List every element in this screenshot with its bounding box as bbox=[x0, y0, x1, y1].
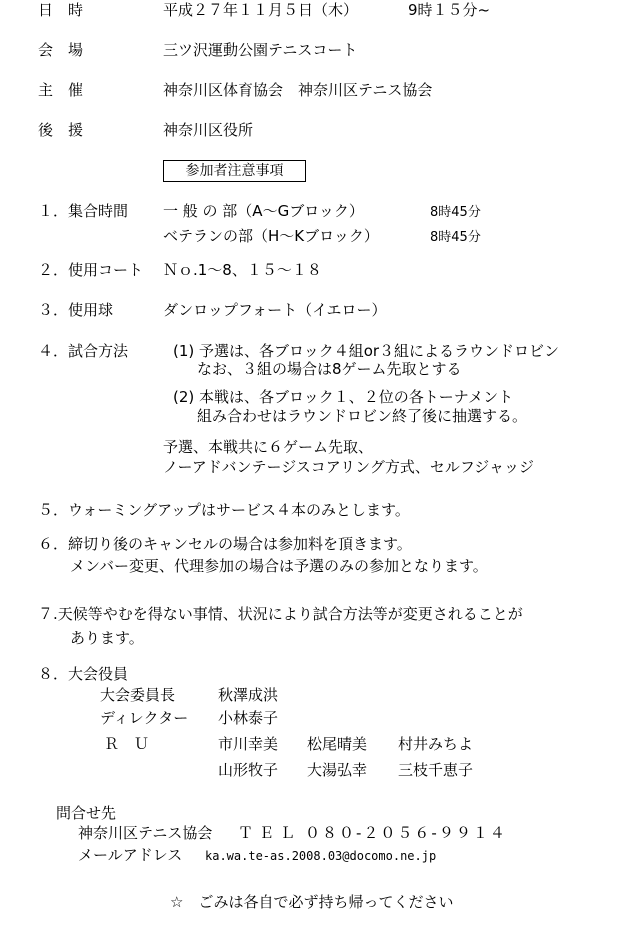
officer-ru-5: 大湯弘幸 bbox=[307, 761, 368, 779]
item1-general: 一 般 の 部（A～Gブロック） bbox=[163, 202, 364, 220]
item4-common1: 予選、本戦共に６ゲーム先取、 bbox=[163, 438, 374, 456]
item4-label: ４．試合方法 bbox=[38, 342, 129, 360]
officer-director-name: 小林泰子 bbox=[218, 709, 279, 727]
item3-label: ３．使用球 bbox=[38, 301, 114, 319]
officer-ru-6: 三枝千恵子 bbox=[398, 761, 474, 779]
footer-note: ☆ ごみは各自で必ず持ち帰ってください bbox=[170, 893, 454, 911]
contact-mail-label: メールアドレス bbox=[78, 846, 183, 864]
item4-point2-note: 組み合わせはラウンドロビン終了後に抽選する。 bbox=[197, 407, 528, 425]
officer-director-role: ディレクター bbox=[100, 709, 189, 727]
officer-ru-1: 市川幸美 bbox=[218, 735, 279, 753]
item6-line2: メンバー変更、代理参加の場合は予選のみの参加となります。 bbox=[70, 557, 488, 575]
officer-ru-role: Ｒ Ｕ bbox=[104, 735, 150, 753]
officer-ru-2: 松尾晴美 bbox=[307, 735, 368, 753]
item5: ５．ウォーミングアップはサービス４本のみとします。 bbox=[38, 501, 410, 519]
item1-veteran: ベテランの部（H～Kブロック） bbox=[163, 227, 379, 245]
officer-chair-name: 秋澤成洪 bbox=[218, 686, 279, 704]
officer-chair-role: 大会委員長 bbox=[100, 686, 176, 704]
host-label: 主 催 bbox=[38, 81, 84, 99]
item7-line2: あります。 bbox=[70, 629, 144, 647]
venue-label: 会 場 bbox=[38, 41, 84, 59]
host-value: 神奈川区体育協会 神奈川区テニス協会 bbox=[163, 81, 433, 99]
support-label: 後 援 bbox=[38, 121, 84, 139]
item2-value: Ｎｏ.1～8、１５～１８ bbox=[163, 261, 322, 279]
date-value: 平成２７年１１月５日（木） bbox=[163, 1, 359, 19]
officer-ru-3: 村井みちよ bbox=[398, 735, 474, 753]
item7-line1: ７.天候等やむを得ない事情、状況により試合方法等が変更されることが bbox=[38, 605, 523, 623]
item6-line1: ６．締切り後のキャンセルの場合は参加料を頂きます。 bbox=[38, 535, 412, 553]
item8-label: ８．大会役員 bbox=[38, 665, 129, 683]
item3-value: ダンロップフォート（イエロー） bbox=[163, 301, 387, 319]
officer-ru-4: 山形牧子 bbox=[218, 761, 279, 779]
contact-tel-value: ０８０-２０５６-９９１４ bbox=[305, 824, 507, 842]
venue-value: 三ツ沢運動公園テニスコート bbox=[163, 41, 358, 59]
time-value: 9時１５分~ bbox=[408, 1, 491, 19]
item4-point1: (1) 予選は、各ブロック４組or３組によるラウンドロビン bbox=[173, 342, 560, 360]
support-value: 神奈川区役所 bbox=[163, 121, 254, 139]
notice-title: 参加者注意事項 bbox=[163, 160, 306, 182]
contact-org: 神奈川区テニス協会 bbox=[78, 824, 213, 842]
item4-point2: (2) 本戦は、各ブロック１、２位の各トーナメント bbox=[173, 388, 514, 406]
date-label: 日 時 bbox=[38, 1, 84, 19]
contact-heading: 問合せ先 bbox=[56, 804, 117, 822]
item4-common2: ノーアドバンテージスコアリング方式、セルフジャッジ bbox=[163, 458, 534, 476]
contact-mail-value[interactable]: ka.wa.te-as.2008.03@docomo.ne.jp bbox=[205, 849, 437, 863]
item1-general-time: 8時45分 bbox=[430, 205, 481, 220]
item4-point1-note: なお、３組の場合は8ゲーム先取とする bbox=[197, 360, 462, 378]
item2-label: ２．使用コート bbox=[38, 261, 144, 279]
item1-label: １．集合時間 bbox=[38, 202, 129, 220]
contact-tel-label: ＴＥＬ bbox=[238, 824, 302, 842]
item1-veteran-time: 8時45分 bbox=[430, 230, 481, 245]
